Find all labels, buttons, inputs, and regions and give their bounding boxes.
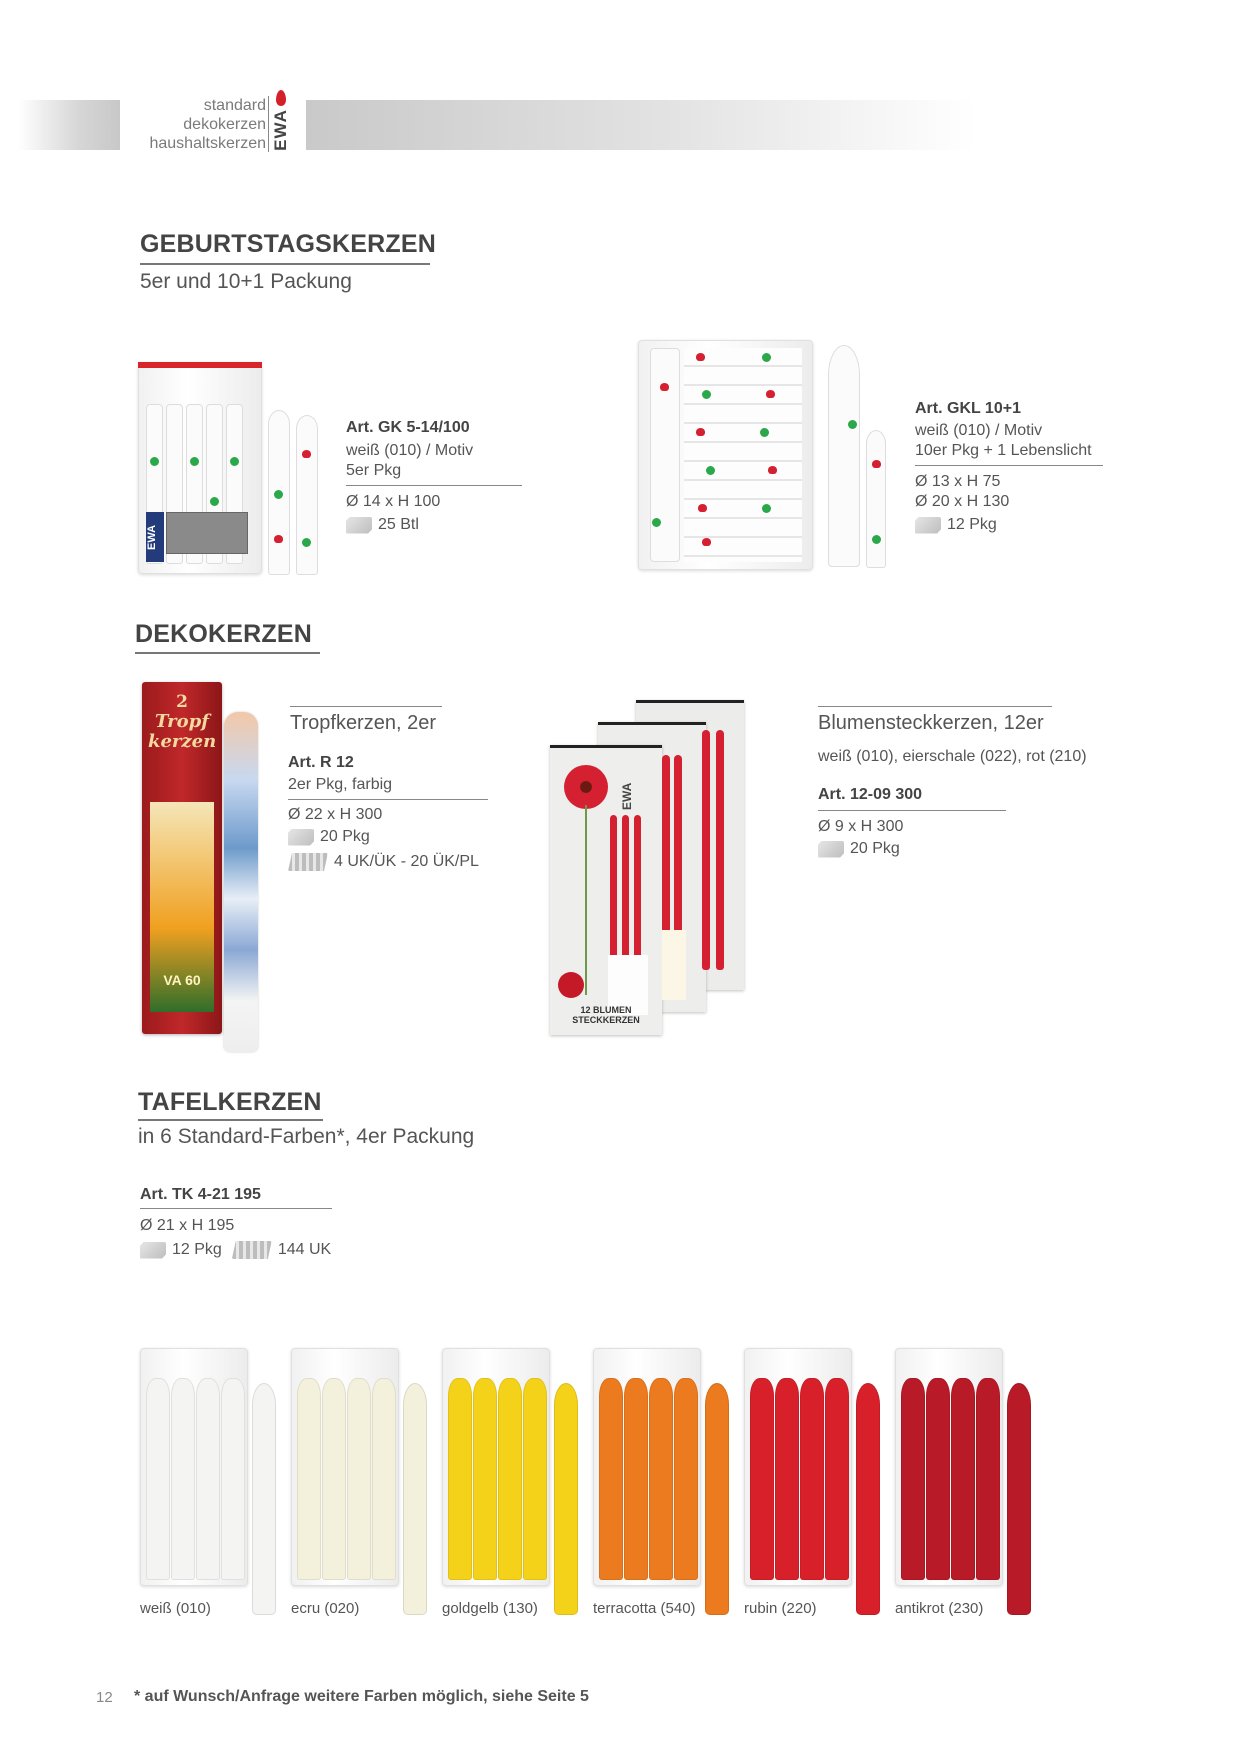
blumen-box-logo: EWA <box>620 782 634 810</box>
packed-candle <box>901 1378 925 1580</box>
single-candles-gk5 <box>266 410 324 575</box>
color-label: ecru (020) <box>291 1600 362 1617</box>
packed-candle <box>221 1378 245 1580</box>
section-rule <box>140 263 430 265</box>
header-band-left <box>18 100 120 150</box>
packed-candle <box>624 1378 648 1580</box>
art-number-gkl: Art. GKL 10+1 <box>915 400 1021 417</box>
single-candle <box>856 1383 880 1615</box>
pack-blumen <box>818 840 900 858</box>
footer-note: * auf Wunsch/Anfrage weitere Farben möglich, siehe Seite 5 <box>134 1688 589 1705</box>
box-icon <box>915 517 941 534</box>
pallet-icon <box>288 853 328 871</box>
section-rule <box>138 1119 323 1121</box>
gkl-candle-stack <box>650 348 802 562</box>
product-label <box>166 512 248 554</box>
dims-tafel: Ø 21 x H 195 <box>140 1217 235 1234</box>
pack-blumen-label: 20 Pkg <box>850 840 900 857</box>
tropf-box-word1: Tropf <box>155 711 209 732</box>
product-image-gk5 <box>138 362 263 574</box>
art-number-blumen: Art. 12-09 300 <box>818 786 923 803</box>
dims-blumen: Ø 9 x H 300 <box>818 818 904 835</box>
packed-candle <box>498 1378 522 1580</box>
single-candles-gkl <box>826 345 896 570</box>
dims-gkl-large: Ø 20 x H 130 <box>915 493 1010 510</box>
pack-tropf-label: 20 Pkg <box>320 828 370 845</box>
packed-candle <box>473 1378 497 1580</box>
packed-candle <box>599 1378 623 1580</box>
tafel-variant <box>289 1348 434 1618</box>
color-label: weiß (010) <box>140 1600 214 1617</box>
product-image-tropf-box <box>142 682 222 1034</box>
color-label: rubin (220) <box>744 1600 820 1617</box>
detail-rule <box>288 799 488 800</box>
packed-candle <box>322 1378 346 1580</box>
packed-candle <box>171 1378 195 1580</box>
single-candle <box>252 1383 276 1615</box>
bag-seal <box>138 362 262 368</box>
tropf-title: Tropfkerzen, 2er <box>290 712 436 734</box>
tafel-variant <box>893 1348 1038 1618</box>
packed-candle <box>775 1378 799 1580</box>
single-candle <box>705 1383 729 1615</box>
blumen-box-label: 12 BLUMEN STECKKERZEN <box>572 1005 640 1025</box>
tafel-variant <box>440 1348 585 1618</box>
packed-candle <box>750 1378 774 1580</box>
packed-candle <box>674 1378 698 1580</box>
detail-tropf-pack: 2er Pkg, farbig <box>288 776 393 793</box>
detail-rule <box>818 706 1052 707</box>
art-number-tropf: Art. R 12 <box>288 754 354 771</box>
product-image-blumen <box>550 700 750 1035</box>
section-title-tafel: TAFELKERZEN <box>138 1088 322 1116</box>
detail-rule <box>346 485 522 486</box>
gerbera-flower <box>564 765 608 809</box>
blumen-title: Blumensteckkerzen, 12er <box>818 712 1044 734</box>
packed-candle <box>649 1378 673 1580</box>
detail-gk5-pack: 5er Pkg <box>346 462 402 479</box>
tafel-variant <box>138 1348 283 1618</box>
packed-candle <box>146 1378 170 1580</box>
dims-tropf: Ø 22 x H 300 <box>288 806 383 823</box>
color-label: terracotta (540) <box>593 1600 699 1617</box>
pack-tafel <box>140 1241 331 1259</box>
pallet-tropf <box>288 853 479 871</box>
section-title-deko: DEKOKERZEN <box>135 620 313 648</box>
pack-gkl-label: 12 Pkg <box>947 516 997 533</box>
pack-gkl <box>915 516 997 534</box>
pallet-tafel-label: 144 UK <box>277 1241 332 1258</box>
color-label: antikrot (230) <box>895 1600 986 1617</box>
packed-candle <box>297 1378 321 1580</box>
ewa-logo-text: EWA <box>271 109 290 151</box>
art-number-tafel: Art. TK 4-21 195 <box>140 1186 261 1203</box>
tropf-box-code: VA 60 <box>163 972 201 988</box>
single-candle <box>403 1383 427 1615</box>
detail-rule <box>140 1208 332 1209</box>
header-band-right <box>306 100 976 150</box>
tropf-box-word2: kerzen <box>148 731 217 752</box>
detail-rule <box>915 465 1103 466</box>
pack-tafel-label: 12 Pkg <box>172 1241 222 1258</box>
brand-tagline <box>120 96 266 153</box>
detail-gkl-color: weiß (010) / Motiv <box>915 422 1043 439</box>
tropf-drip-candle <box>224 712 258 1052</box>
packed-candle <box>372 1378 396 1580</box>
packed-candle <box>523 1378 547 1580</box>
packed-candle <box>951 1378 975 1580</box>
single-candle <box>554 1383 578 1615</box>
brand-line-standard: standard <box>203 97 266 114</box>
box-icon <box>140 1242 166 1259</box>
color-label: goldgelb (130) <box>442 1600 541 1617</box>
section-title-geburtstag: GEBURTSTAGSKERZEN <box>140 230 437 258</box>
section-rule <box>135 652 320 654</box>
box-icon <box>288 829 314 846</box>
art-number-gk5: Art. GK 5-14/100 <box>346 419 470 436</box>
tafel-variant <box>742 1348 887 1618</box>
pack-gk5 <box>346 516 419 534</box>
detail-gkl-pack: 10er Pkg + 1 Lebenslicht <box>915 442 1092 459</box>
packed-candle <box>976 1378 1000 1580</box>
single-candle <box>1007 1383 1031 1615</box>
brand-divider <box>268 96 269 152</box>
packed-candle <box>926 1378 950 1580</box>
packed-candle <box>448 1378 472 1580</box>
packed-candle <box>800 1378 824 1580</box>
section-subtitle-tafel: in 6 Standard-Farben*, 4er Packung <box>138 1125 475 1148</box>
packed-candle <box>825 1378 849 1580</box>
detail-rule <box>818 810 1006 811</box>
detail-rule <box>290 706 442 707</box>
pack-tropf <box>288 828 370 846</box>
detail-gk5-color: weiß (010) / Motiv <box>346 442 474 459</box>
tafel-variant <box>591 1348 736 1618</box>
brand-line-deko: dekokerzen <box>183 116 266 133</box>
tropf-box-number: 2 <box>176 692 188 712</box>
packed-candle <box>347 1378 371 1580</box>
dims-gkl-small: Ø 13 x H 75 <box>915 473 1001 490</box>
section-subtitle-geburtstag: 5er und 10+1 Packung <box>140 270 352 293</box>
ewa-logo <box>270 90 292 152</box>
box-icon <box>346 517 372 534</box>
packed-candle <box>196 1378 220 1580</box>
pallet-tropf-label: 4 UK/ÜK - 20 ÜK/PL <box>334 853 479 870</box>
page-number: 12 <box>96 1689 113 1706</box>
ewa-pkg-label: EWA <box>146 512 164 562</box>
blumen-colors: weiß (010), eierschale (022), rot (210) <box>818 748 1087 765</box>
flame-icon <box>276 90 286 106</box>
pack-gk5-label: 25 Btl <box>378 516 419 533</box>
box-icon <box>818 841 844 858</box>
pallet-icon <box>232 1241 272 1259</box>
dims-gk5: Ø 14 x H 100 <box>346 493 441 510</box>
brand-line-haushalt: haushaltskerzen <box>149 135 266 152</box>
tafel-color-row <box>138 1348 1038 1618</box>
